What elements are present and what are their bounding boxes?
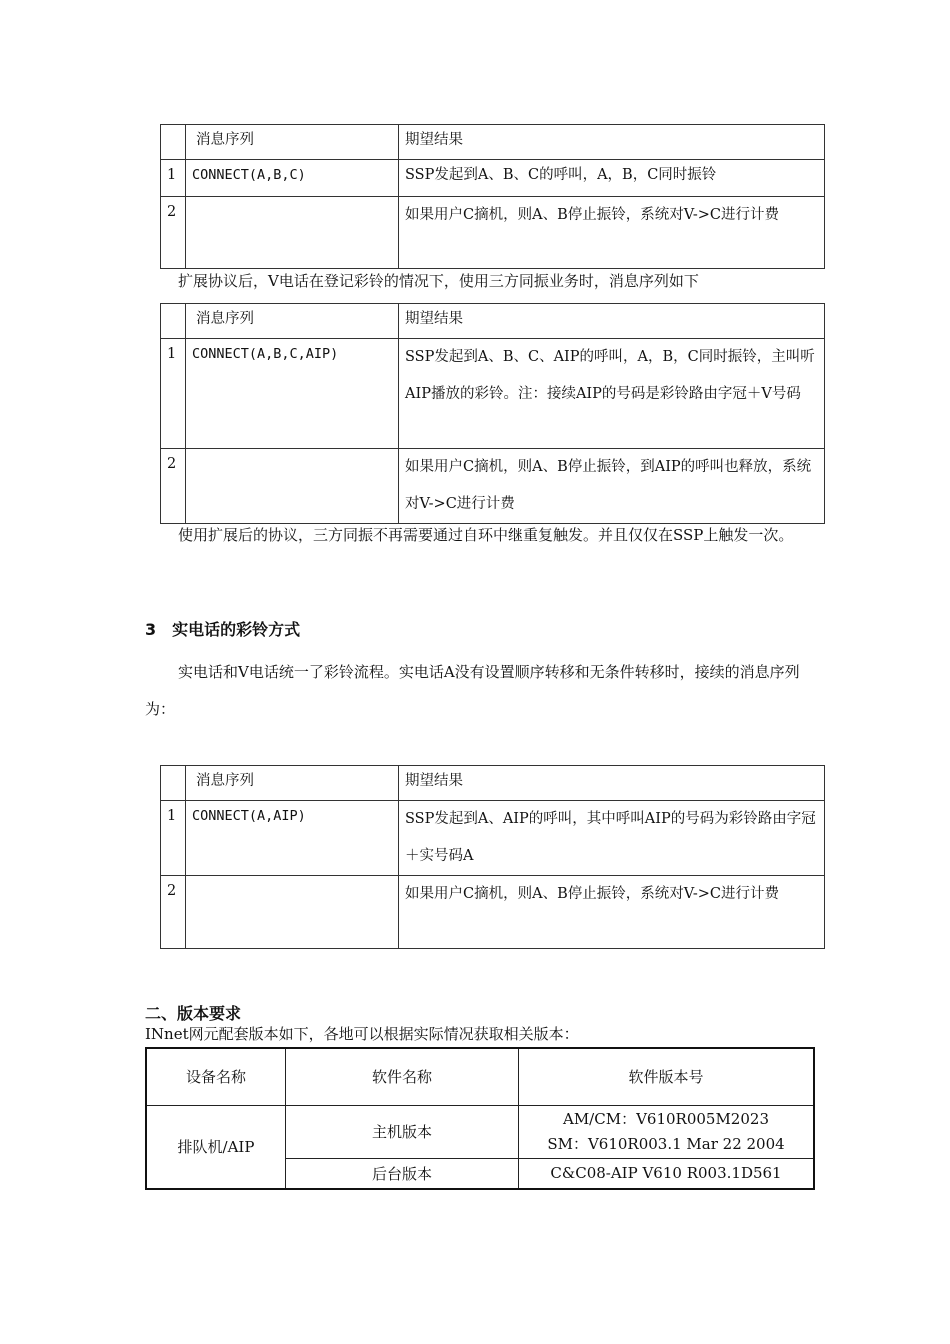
section-title: 实电话的彩铃方式: [172, 620, 301, 639]
table-cell: [161, 125, 186, 160]
column-header-seq: 消息序列: [186, 304, 399, 339]
column-header-result: 期望结果: [399, 125, 825, 160]
paragraph-version-intro: INnet网元配套版本如下，各地可以根据实际情况获取相关版本：: [145, 1025, 579, 1043]
column-header-seq: 消息序列: [186, 766, 399, 801]
column-header-version: 软件版本号: [519, 1048, 815, 1105]
row-number: 2: [161, 449, 186, 524]
row-number: 2: [161, 876, 186, 949]
paragraph-extended-protocol: 使用扩展后的协议，三方同振不再需要通过自环中继重复触发。并且仅仅在SSP上触发一次。: [178, 526, 794, 544]
section-number: 3: [145, 620, 157, 639]
row-number: 1: [161, 160, 186, 197]
message-sequence: CONNECT(A,AIP): [186, 801, 399, 876]
expected-result: SSP发起到A、B、C、AIP的呼叫，A，B，C同时振铃，主叫听AIP播放的彩铃。注：接续AIP的号码是彩铃路由字冠＋V号码: [399, 339, 825, 449]
message-sequence: [186, 449, 399, 524]
version-table: [145, 1047, 815, 1190]
version-number: [519, 1158, 815, 1189]
section-heading: [145, 617, 300, 640]
message-sequence: [186, 876, 399, 949]
expected-result: 如果用户C摘机，则A、B停止振铃，系统对V->C进行计费: [399, 876, 825, 949]
expected-result: SSP发起到A、B、C的呼叫，A，B，C同时振铃: [399, 160, 825, 197]
message-table-1: [160, 124, 825, 269]
row-number: 1: [161, 801, 186, 876]
column-header-device: 设备名称: [146, 1048, 286, 1105]
software-name: 后台版本: [286, 1158, 519, 1189]
column-header-result: 期望结果: [399, 304, 825, 339]
version-line: AM/CM：V610R005M2023: [562, 1109, 769, 1128]
message-sequence: CONNECT(A,B,C): [186, 160, 399, 197]
message-table-2: [160, 303, 825, 524]
column-header-seq: 消息序列: [186, 125, 399, 160]
device-name: 排队机/AIP: [146, 1105, 286, 1189]
paragraph-real-phone: 实电话和V电话统一了彩铃流程。实电话A没有设置顺序转移和无条件转移时，接续的消息序列为：: [145, 663, 800, 718]
table-cell: [161, 766, 186, 801]
table-cell: [161, 304, 186, 339]
message-sequence: [186, 197, 399, 269]
row-number: 2: [161, 197, 186, 269]
version-line: SM：V610R003.1 Mar 22 2004: [547, 1134, 785, 1153]
row-number: 1: [161, 339, 186, 449]
version-line: C&C08-AIP V610 R003.1D561: [550, 1164, 782, 1183]
message-table-3: [160, 765, 825, 949]
paragraph-extension: 扩展协议后，V电话在登记彩铃的情况下，使用三方同振业务时，消息序列如下: [178, 272, 699, 290]
expected-result: 如果用户C摘机，则A、B停止振铃，系统对V->C进行计费: [399, 197, 825, 269]
version-number: [519, 1105, 815, 1158]
column-header-software: 软件名称: [286, 1048, 519, 1105]
version-section-heading: 二、版本要求: [145, 1004, 242, 1023]
message-sequence: CONNECT(A,B,C,AIP): [186, 339, 399, 449]
software-name: 主机版本: [286, 1105, 519, 1158]
expected-result: 如果用户C摘机，则A、B停止振铃，到AIP的呼叫也释放，系统对V->C进行计费: [399, 449, 825, 524]
expected-result: SSP发起到A、AIP的呼叫，其中呼叫AIP的号码为彩铃路由字冠＋实号码A: [399, 801, 825, 876]
column-header-result: 期望结果: [399, 766, 825, 801]
